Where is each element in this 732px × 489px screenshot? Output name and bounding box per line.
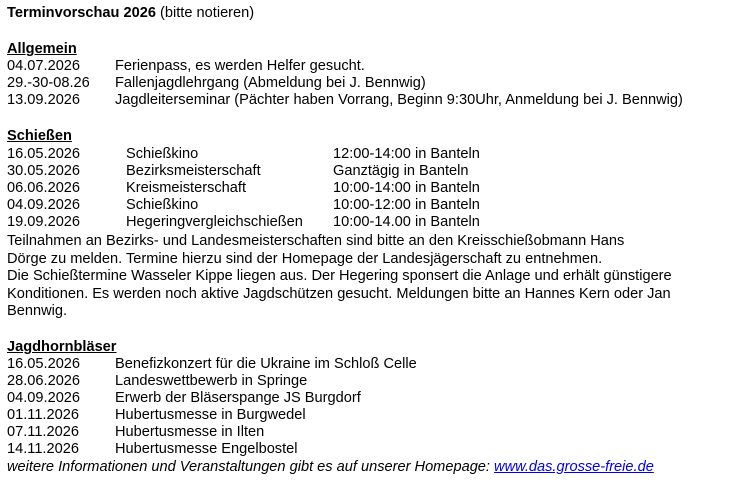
- event-info: 10:00-14:00 in Banteln: [333, 180, 480, 196]
- event-name: Schießkino: [126, 146, 199, 162]
- table-row: [7, 214, 480, 231]
- event-date: 30.05.2026: [7, 163, 81, 179]
- event-text: Ferienpass, es werden Helfer gesucht.: [115, 58, 365, 74]
- list-item: [7, 390, 361, 407]
- event-text: Hubertusmesse in Burgwedel: [115, 407, 306, 423]
- event-name: Hegeringvergleichschießen: [126, 214, 303, 230]
- footer-text: weitere Informationen und Veranstaltungen gibt es auf unserer Homepage:: [7, 459, 495, 475]
- event-info: 10:00-14.00 in Banteln: [333, 214, 480, 230]
- list-item: [7, 92, 683, 109]
- table-row: [7, 180, 480, 197]
- event-info: 12:00-14:00 in Banteln: [333, 146, 480, 162]
- event-date: 14.11.2026: [7, 441, 79, 457]
- event-date: 29.-30-08.26: [7, 75, 90, 91]
- event-date: 04.09.2026: [7, 197, 81, 213]
- event-text: Hubertusmesse in Ilten: [115, 424, 265, 440]
- homepage-link[interactable]: www.das.grosse-freie.de: [494, 459, 654, 475]
- list-item: [7, 75, 426, 92]
- list-item: [7, 441, 298, 458]
- event-text: Landeswettbewerb in Springe: [115, 373, 308, 389]
- schiessen-note-wasseler-kippe: Die Schießtermine Wasseler Kippe liegen aus. Der Hegering sponsert die Anlage und erhält günstigere Konditionen. Es werden noch aktive Jagdschützen gesucht. Meldungen bitte an Hannes Kern oder Jan Bennwig.: [7, 268, 672, 319]
- event-text: Erwerb der Bläserspange JS Burgdorf: [115, 390, 361, 406]
- list-item: [7, 407, 306, 424]
- event-info: 10:00-12:00 in Banteln: [333, 197, 480, 213]
- event-date: 16.05.2026: [7, 146, 81, 162]
- event-date: 19.09.2026: [7, 214, 81, 230]
- list-item: [7, 356, 417, 373]
- section-heading-schiessen: Schießen: [7, 128, 72, 144]
- event-text: Fallenjagdlehrgang (Abmeldung bei J. Bennwig): [115, 75, 426, 91]
- event-text: Hubertusmesse Engelbostel: [115, 441, 298, 457]
- section-heading-allgemein: Allgemein: [7, 41, 77, 57]
- list-item: [7, 424, 265, 441]
- event-date: 28.06.2026: [7, 373, 81, 389]
- table-row: [7, 146, 480, 163]
- event-text: Benefizkonzert für die Ukraine im Schloß Celle: [115, 356, 417, 372]
- event-name: Schießkino: [126, 197, 199, 213]
- page-title: [7, 5, 254, 22]
- event-date: 04.07.2026: [7, 58, 81, 74]
- event-date: 01.11.2026: [7, 407, 79, 423]
- section-heading-jagdhorn: Jagdhornbläser: [7, 339, 117, 355]
- event-name: Kreismeisterschaft: [126, 180, 247, 196]
- list-item: [7, 58, 365, 75]
- table-row: [7, 197, 480, 214]
- footer-note: [7, 459, 654, 476]
- event-date: 04.09.2026: [7, 390, 81, 406]
- event-date: 06.06.2026: [7, 180, 81, 196]
- event-info: Ganztägig in Banteln: [333, 163, 469, 179]
- event-date: 16.05.2026: [7, 356, 81, 372]
- event-date: 13.09.2026: [7, 92, 81, 108]
- event-date: 07.11.2026: [7, 424, 79, 440]
- event-name: Bezirksmeisterschaft: [126, 163, 261, 179]
- event-text: Jagdleiterseminar (Pächter haben Vorrang, Beginn 9:30Uhr, Anmeldung bei J. Bennwig): [115, 92, 683, 108]
- table-row: [7, 163, 469, 180]
- title-note: (bitte notieren): [155, 5, 255, 21]
- list-item: [7, 373, 308, 390]
- title-main: Terminvorschau 2026: [7, 5, 156, 21]
- schiessen-note-meisterschaften: Teilnahmen an Bezirks- und Landesmeisterschaften sind bitte an den Kreisschießobmann Hans Dörge zu melden. Termine hierzu sind der Homepage der Landesjägerschaft zu entnehmen.: [7, 233, 625, 267]
